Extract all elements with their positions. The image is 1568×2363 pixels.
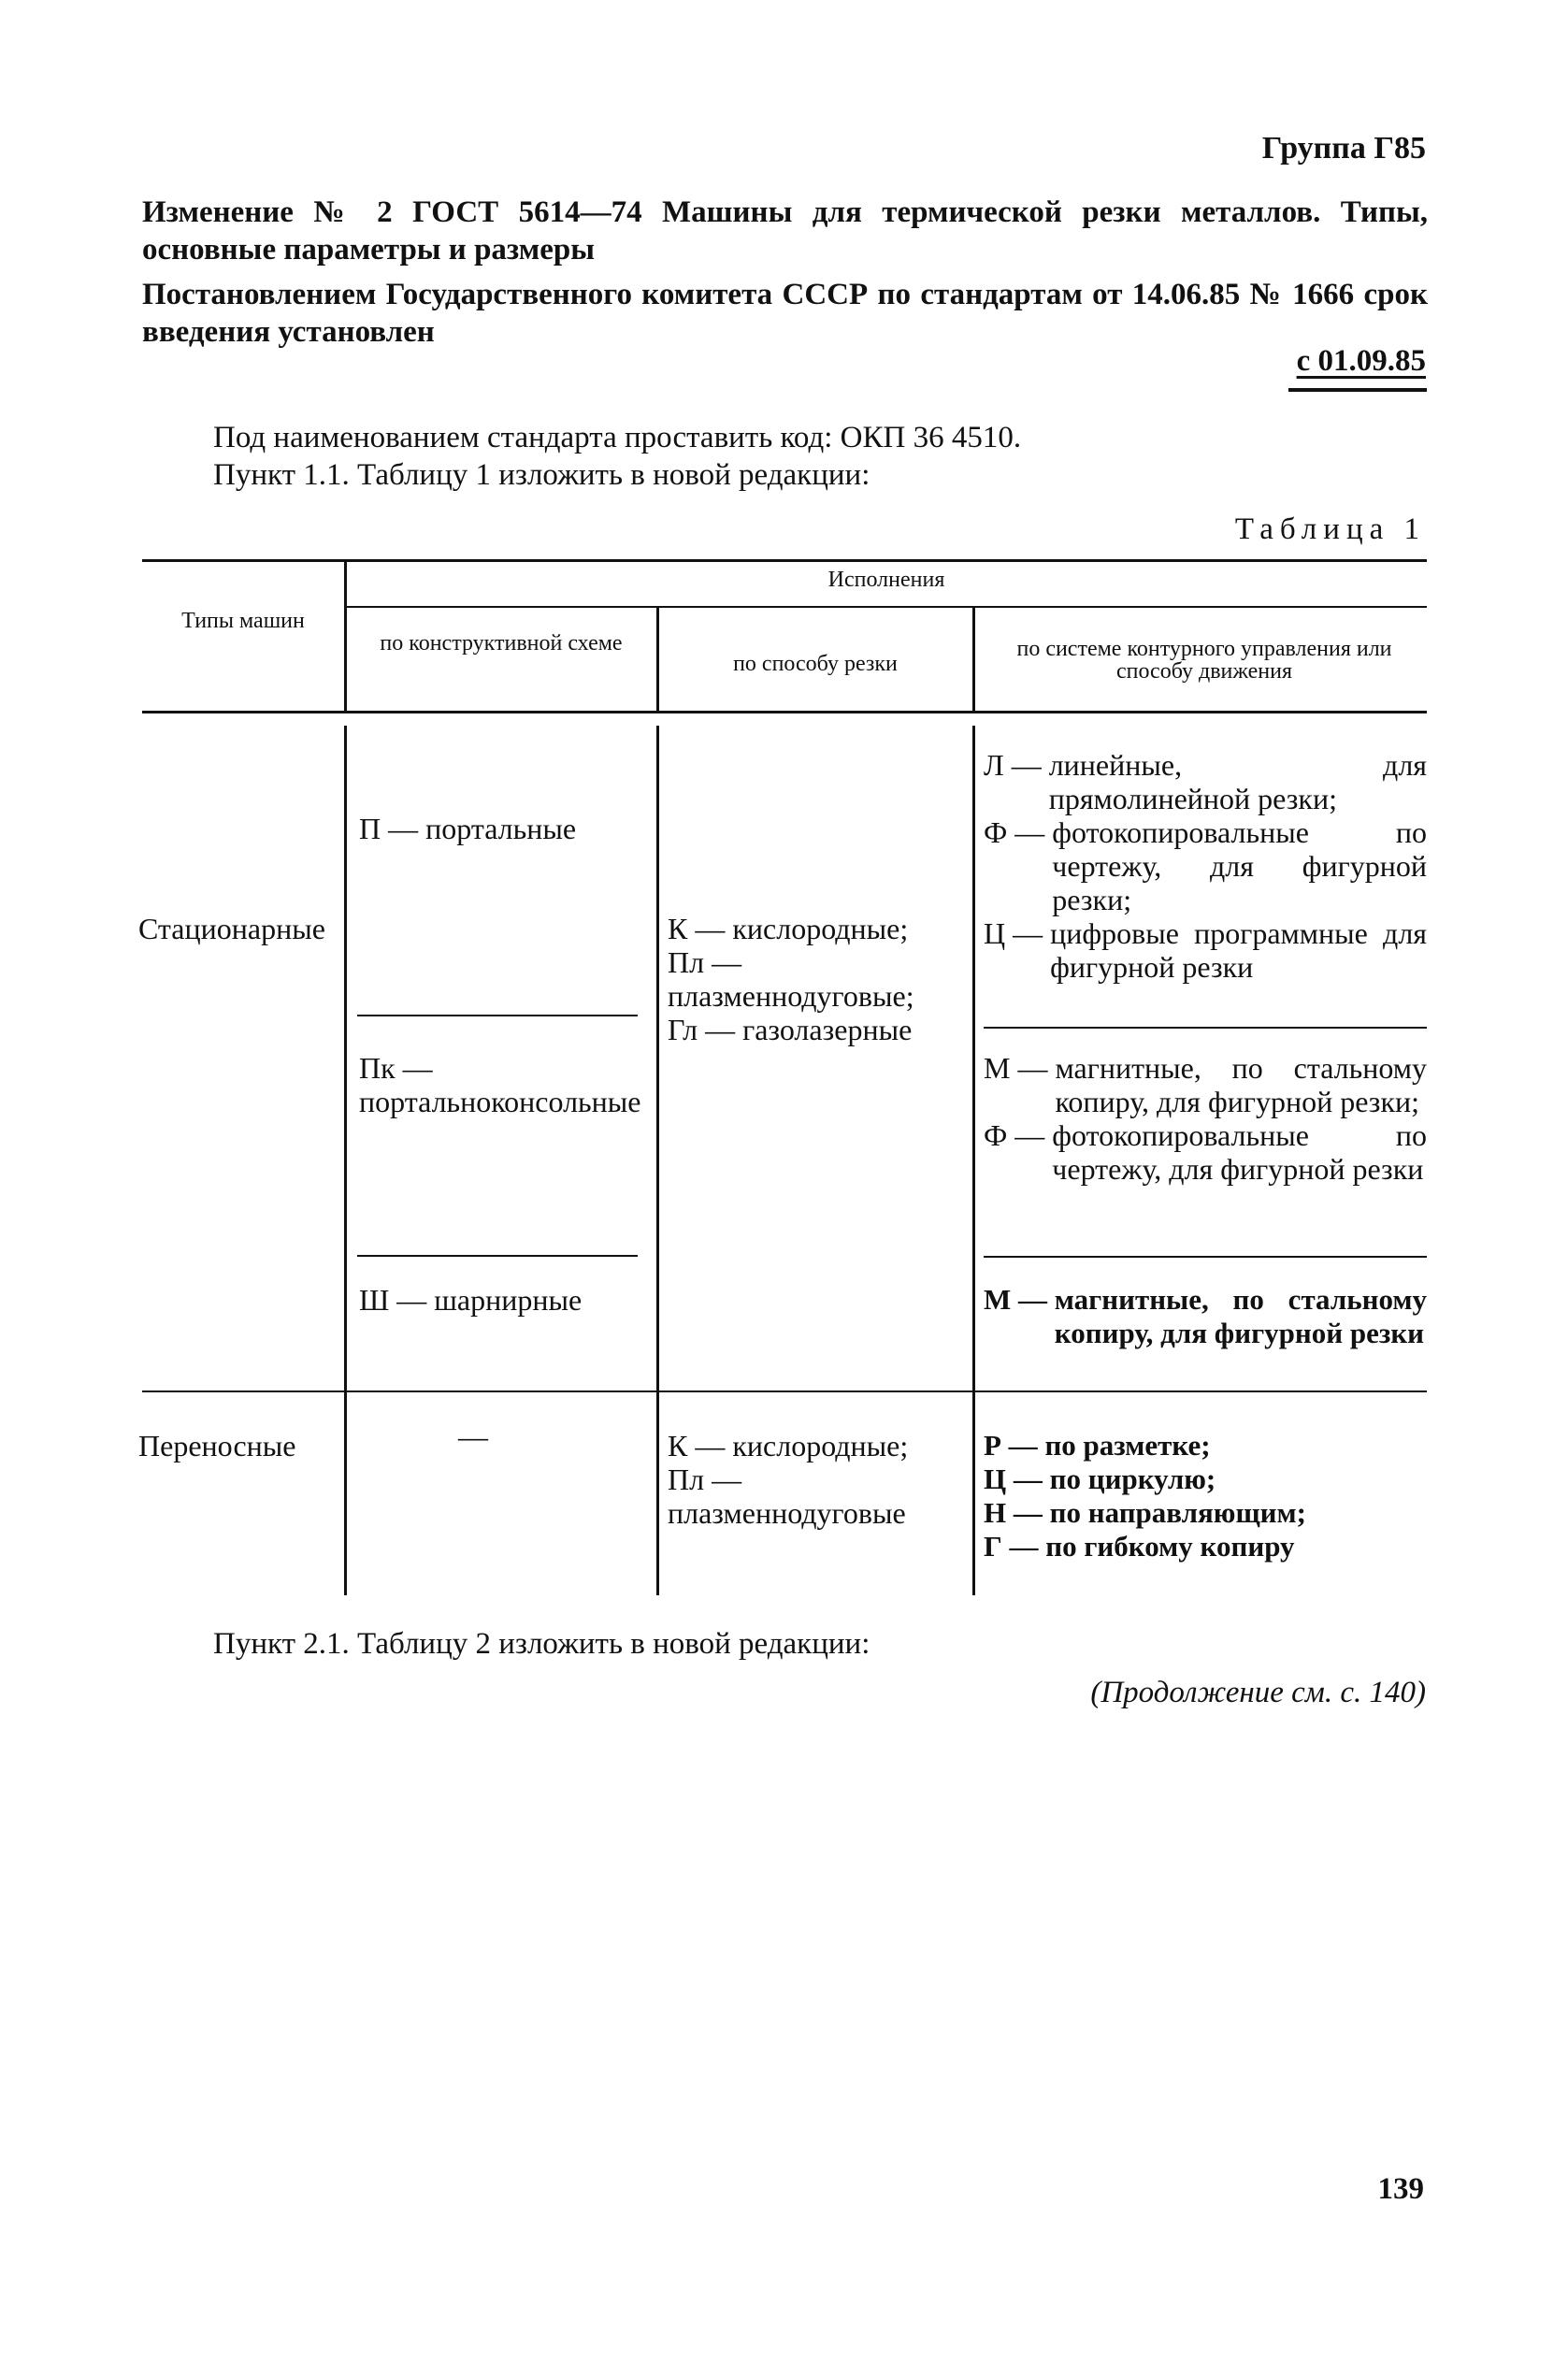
control-key: Л —	[984, 748, 1042, 782]
instruction-table1: Пункт 1.1. Таблицу 1 изложить в новой редакции:	[213, 458, 870, 492]
type-stationary: Стационарные	[138, 912, 325, 945]
control-key: М —	[984, 1283, 1048, 1316]
cutting-oxygen: К — кислородные;	[668, 912, 909, 945]
control-item	[984, 1051, 1427, 1118]
design-rule-2	[357, 1255, 638, 1257]
type-portable: Переносные	[138, 1429, 296, 1462]
control-key: Ф —	[984, 815, 1045, 849]
header-types: Типы машин	[181, 609, 305, 633]
header-sub-rule	[346, 606, 1427, 608]
header-by-cutting: по способу резки	[733, 652, 898, 676]
control-key: Ц —	[984, 1462, 1043, 1495]
cutting-plasma: Пл — плазменнодуговые	[668, 1462, 906, 1530]
control-item	[984, 1283, 1427, 1350]
control-text: магнитные, по стальному копиру, для фигурной резки;	[1055, 1051, 1427, 1118]
cutting-oxygen: К — кислородные;	[668, 1429, 909, 1462]
control-item	[984, 748, 1427, 815]
control-text: фотокопировальные по чертежу, для фигурной резки;	[1052, 815, 1427, 916]
header-bottom-rule	[142, 711, 1427, 713]
control-text: магнитные, по стальному копиру, для фигурной резки	[1054, 1283, 1427, 1349]
date-underline	[1288, 388, 1427, 392]
control-key: Ц —	[984, 916, 1043, 950]
control-group-portal	[984, 748, 1427, 984]
design-portal-console: Пк — портальноконсольные	[359, 1051, 641, 1118]
control-text: фотокопировальные по чертежу, для фигурной резки	[1052, 1118, 1427, 1186]
design-portable-dash: —	[458, 1419, 488, 1453]
design-hinged: Ш — шарнирные	[359, 1283, 583, 1317]
control-item	[984, 1118, 1427, 1186]
document-title: Изменение № 2 ГОСТ 5614—74 Машины для термической резки металлов. Типы, основные параметры и размеры	[142, 195, 1428, 267]
control-text: по гибкому копиру	[1045, 1530, 1295, 1563]
control-text: по разметке;	[1044, 1429, 1211, 1462]
control-group-hinged	[984, 1283, 1427, 1350]
control-group-portable	[984, 1429, 1427, 1563]
control-key: Г —	[984, 1530, 1039, 1563]
control-text: по направляющим;	[1049, 1496, 1306, 1529]
effective-date: с 01.09.85	[1296, 344, 1426, 378]
cutting-gas-laser: Гл — газолазерные	[668, 1013, 913, 1046]
header-executions: Исполнения	[827, 568, 945, 592]
control-text: линейные, для прямолинейной резки;	[1048, 748, 1427, 815]
header-by-control: по системе контурного управления или способу движения	[1016, 637, 1392, 684]
cutting-plasma: Пл — плазменнодуговые;	[668, 945, 914, 1013]
table-top-rule	[142, 559, 1427, 562]
control-text: цифровые программные для фигурной резки	[1050, 916, 1427, 984]
control-group-portal-console	[984, 1051, 1427, 1186]
control-text: по циркулю;	[1049, 1462, 1216, 1495]
page-number: 139	[1377, 2172, 1424, 2206]
cutting-portable	[668, 1429, 967, 1530]
control-item	[984, 916, 1427, 984]
header-by-design: по конструктивной схеме	[380, 631, 623, 656]
control-item	[984, 815, 1427, 916]
design-rule-1	[357, 1015, 638, 1016]
control-item	[984, 1496, 1427, 1530]
body-col-divider-2	[656, 726, 659, 1595]
instruction-table2: Пункт 2.1. Таблицу 2 изложить в новой редакции:	[213, 1627, 870, 1661]
control-key: Р —	[984, 1429, 1038, 1462]
table-caption: Таблица 1	[1234, 512, 1426, 546]
control-item	[984, 1429, 1427, 1462]
control-rule-1	[984, 1027, 1427, 1029]
header-col-divider-2	[656, 608, 659, 711]
cutting-stationary	[668, 912, 967, 1046]
control-key: Н —	[984, 1496, 1043, 1529]
design-portal: П — портальные	[359, 812, 577, 845]
control-key: Ф —	[984, 1118, 1045, 1152]
header-col-divider-3	[972, 608, 975, 711]
instruction-code: Под наименованием стандарта проставить код: ОКП 36 4510.	[213, 421, 1022, 454]
continuation-note: (Продолжение см. с. 140)	[1090, 1676, 1426, 1709]
group-divider-rule	[142, 1390, 1427, 1392]
control-rule-2	[984, 1256, 1427, 1258]
control-item	[984, 1530, 1427, 1563]
body-col-divider-3	[972, 726, 975, 1595]
control-key: М —	[984, 1051, 1048, 1085]
control-item	[984, 1462, 1427, 1496]
body-col-divider-1	[344, 726, 347, 1595]
group-code: Группа Г85	[1261, 131, 1426, 166]
decree-text: Постановлением Государственного комитета СССР по стандартам от 14.06.85 № 1666 срок введения установлен	[142, 278, 1428, 349]
